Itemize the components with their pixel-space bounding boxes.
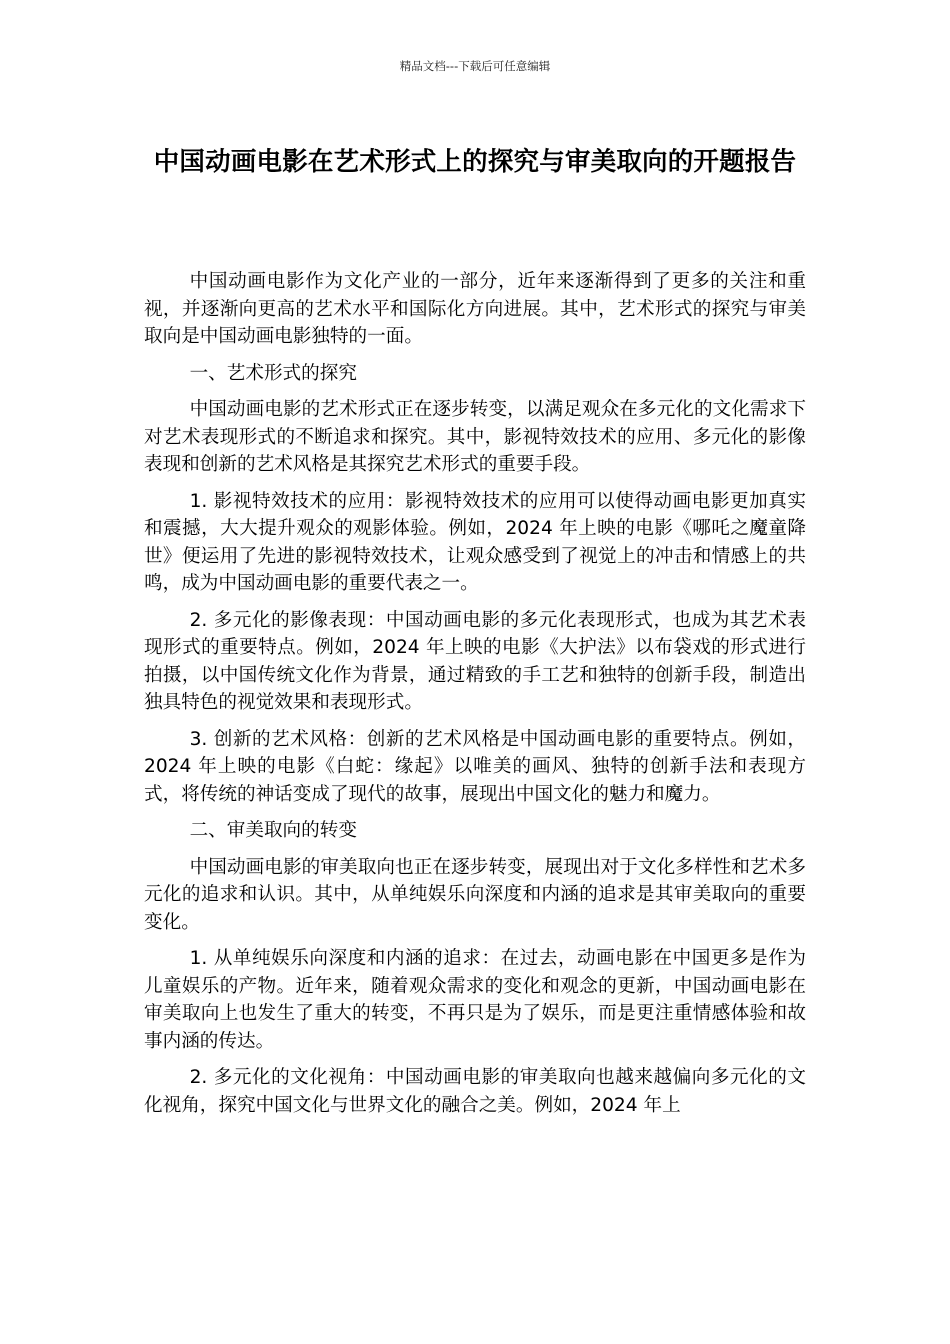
list-item: 2. 多元化的文化视角：中国动画电影的审美取向也越来越偏向多元化的文化视角，探究中国文化与世界文化的融合之美。例如，2024 年上 <box>144 1067 806 1116</box>
list-item: 1. 从单纯娱乐向深度和内涵的追求：在过去，动画电影在中国更多是作为儿童娱乐的产物。近年来，随着观众需求的变化和观念的更新，中国动画电影在审美取向上也发生了重大的转变，不再只是为了娱乐，而是更注重情感体验和故事内涵的传达。 <box>144 948 806 1052</box>
list-item: 2. 多元化的影像表现：中国动画电影的多元化表现形式，也成为其艺术表现形式的重要特点。例如，2024 年上映的电影《大护法》以布袋戏的形式进行拍摄，以中国传统文化作为背景，通过精致的手工艺和独特的创新手段，制造出独具特色的视觉效果和表现形式。 <box>144 609 806 713</box>
list-item: 3. 创新的艺术风格：创新的艺术风格是中国动画电影的重要特点。例如，2024 年上映的电影《白蛇：缘起》以唯美的画风、独特的创新手法和表现方式，将传统的神话变成了现代的故事，展现出中国文化的魅力和魔力。 <box>144 728 806 805</box>
list-item: 1. 影视特效技术的应用：影视特效技术的应用可以使得动画电影更加真实和震撼，大大提升观众的观影体验。例如，2024 年上映的电影《哪吒之魔童降世》便运用了先进的影视特效技术，让观众感受到了视觉上的冲击和情感上的共鸣，成为中国动画电影的重要代表之一。 <box>144 490 806 594</box>
section-heading-aesthetic: 二、审美取向的转变 <box>189 820 357 841</box>
paragraph: 中国动画电影的艺术形式正在逐步转变，以满足观众在多元化的文化需求下对艺术表现形式的不断追求和探究。其中，影视特效技术的应用、多元化的影像表现和创新的艺术风格是其探究艺术形式的重要手段。 <box>144 399 806 475</box>
document-body <box>144 268 806 1128</box>
intro-paragraph: 中国动画电影作为文化产业的一部分，近年来逐渐得到了更多的关注和重视，并逐渐向更高的艺术水平和国际化方向进展。其中，艺术形式的探究与审美取向是中国动画电影独特的一面。 <box>144 271 806 347</box>
paragraph: 中国动画电影的审美取向也正在逐步转变，展现出对于文化多样性和艺术多元化的追求和认识。其中，从单纯娱乐向深度和内涵的追求是其审美取向的重要变化。 <box>144 856 806 933</box>
section-heading-art-form: 一、艺术形式的探究 <box>189 362 357 384</box>
document-title: 中国动画电影在艺术形式上的探究与审美取向的开题报告 <box>153 147 797 177</box>
page-header-note: 精品文档---下载后可任意编辑 <box>399 59 551 73</box>
